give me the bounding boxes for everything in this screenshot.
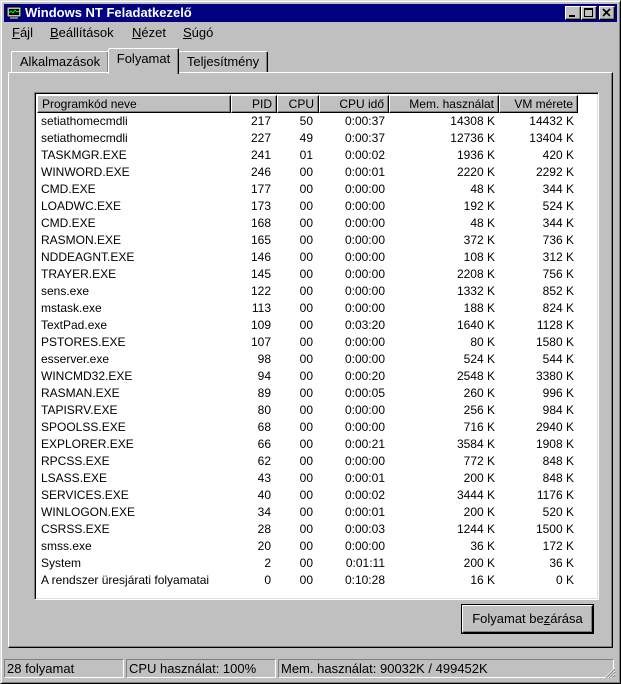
cell-image-name: PSTORES.EXE [41,335,126,349]
cell-mem-usage: 36 K [470,539,495,553]
end-process-button[interactable] [462,605,593,633]
cell-vm-size: 824 K [542,301,574,315]
menu-view[interactable] [132,25,166,40]
cell-image-name: System [41,556,82,570]
menu-view-accel: N [132,25,142,40]
cell-cpu: 50 [299,114,313,128]
cell-pid: 94 [257,369,271,383]
cell-image-name: NDDEAGNT.EXE [41,250,135,264]
cell-vm-size: 544 K [542,352,574,366]
cell-pid: 109 [250,318,271,332]
cell-cpu-time: 0:00:02 [344,148,385,162]
column-header-cpu[interactable]: CPU [277,95,319,113]
column-header-image-name[interactable]: Programkód neve [37,95,231,113]
cell-vm-size: 756 K [542,267,574,281]
table-row[interactable] [37,555,598,572]
cell-pid: 177 [250,182,271,196]
cell-cpu: 00 [299,403,313,417]
cell-pid: 68 [257,420,271,434]
cell-image-name: WINWORD.EXE [41,165,130,179]
cell-image-name: setiathomecmdli [41,131,128,145]
cell-vm-size: 1176 K [536,488,574,502]
cell-cpu: 00 [299,250,313,264]
end-process-accel: z [543,611,551,626]
cell-image-name: CMD.EXE [41,182,96,196]
cell-vm-size: 736 K [542,233,574,247]
cell-mem-usage: 3444 K [456,488,495,502]
cell-mem-usage: 2548 K [456,369,495,383]
cell-cpu: 00 [299,267,313,281]
cell-mem-usage: 200 K [463,556,495,570]
cell-cpu: 00 [299,352,313,366]
cell-cpu-time: 0:00:00 [344,352,385,366]
column-header-pid[interactable]: PID [231,95,277,113]
end-process-label-b: árása [550,611,583,626]
cell-pid: 0 [264,573,271,587]
cell-pid: 241 [250,148,271,162]
table-row[interactable] [37,283,598,300]
menu-help-label: úgó [191,25,214,40]
cell-mem-usage: 12736 K [450,131,495,145]
process-list-header [37,95,598,113]
processes-panel [8,72,613,648]
cell-pid: 227 [250,131,271,145]
resize-grip-icon[interactable] [604,667,616,679]
cell-vm-size: 984 K [542,403,574,417]
cell-vm-size: 996 K [542,386,574,400]
tab-processes[interactable]: Folyamat [108,48,179,74]
cell-image-name: smss.exe [41,539,92,553]
cell-vm-size: 13404 K [529,131,574,145]
cell-cpu-time: 0:00:37 [344,114,385,128]
cell-mem-usage: 524 K [463,352,495,366]
table-row[interactable] [37,487,598,504]
cell-cpu: 00 [299,386,313,400]
menu-settings-accel: B [50,25,59,40]
menu-settings[interactable] [50,25,114,40]
status-cpu-usage: CPU használat: 100% [126,659,276,678]
column-header-vm-size[interactable]: VM mérete [499,95,578,113]
table-row[interactable] [37,181,598,198]
cell-cpu: 01 [299,148,313,162]
tab-strip [1,47,621,73]
cell-cpu: 00 [299,335,313,349]
table-row[interactable] [37,504,598,521]
cell-vm-size: 312 K [542,250,574,264]
table-row[interactable] [37,453,598,470]
close-button[interactable] [599,6,615,20]
cell-mem-usage: 1936 K [456,148,495,162]
cell-mem-usage: 188 K [463,301,495,315]
cell-pid: 2 [264,556,271,570]
cell-pid: 168 [250,216,271,230]
cell-pid: 98 [257,352,271,366]
cell-cpu: 00 [299,488,313,502]
table-row[interactable] [37,232,598,249]
cell-pid: 28 [257,522,271,536]
cell-image-name: A rendszer üresjárati folyamatai [41,573,210,587]
cell-cpu-time: 0:00:00 [344,182,385,196]
cell-cpu-time: 0:00:00 [344,233,385,247]
cell-vm-size: 36 K [549,556,574,570]
cell-cpu: 00 [299,556,313,570]
table-row[interactable] [37,521,598,538]
cell-cpu: 00 [299,318,313,332]
cell-cpu: 00 [299,165,313,179]
cell-cpu-time: 0:00:01 [344,505,385,519]
cell-mem-usage: 200 K [463,471,495,485]
end-process-label-a: Folyamat be [472,611,544,626]
cell-vm-size: 172 K [542,539,574,553]
cell-cpu-time: 0:00:00 [344,250,385,264]
menu-help-accel: S [183,25,192,40]
cell-cpu: 00 [299,233,313,247]
maximize-button[interactable] [581,6,597,20]
cell-mem-usage: 2220 K [456,165,495,179]
table-row[interactable] [37,385,598,402]
cell-image-name: sens.exe [41,284,90,298]
menu-file-accel: F [12,25,20,40]
cell-cpu: 00 [299,471,313,485]
status-mem-usage: Mem. használat: 90032K / 499452K [278,659,614,678]
cell-mem-usage: 108 K [463,250,495,264]
cell-mem-usage: 256 K [463,403,495,417]
cell-mem-usage: 2208 K [456,267,495,281]
maximize-icon [584,8,594,18]
cell-mem-usage: 3584 K [456,437,495,451]
table-row[interactable] [37,300,598,317]
cell-cpu-time: 0:00:00 [344,454,385,468]
cell-cpu: 00 [299,420,313,434]
cell-cpu-time: 0:00:37 [344,131,385,145]
cell-vm-size: 852 K [542,284,574,298]
cell-cpu-time: 0:00:05 [344,386,385,400]
cell-pid: 146 [250,250,271,264]
cell-mem-usage: 772 K [463,454,495,468]
cell-vm-size: 848 K [542,454,574,468]
cell-cpu-time: 0:00:00 [344,267,385,281]
cell-cpu: 00 [299,369,313,383]
cell-vm-size: 0 K [555,573,574,587]
cell-vm-size: 344 K [542,182,574,196]
cell-cpu-time: 0:00:20 [344,369,385,383]
cell-cpu: 00 [299,284,313,298]
cell-vm-size: 1580 K [535,335,574,349]
cell-cpu-time: 0:00:00 [344,301,385,315]
cell-pid: 89 [257,386,271,400]
tab-applications[interactable]: Alkalmazások [11,51,109,73]
table-row[interactable] [37,538,598,555]
cell-mem-usage: 16 K [470,573,495,587]
cell-image-name: LSASS.EXE [41,471,108,485]
table-row[interactable] [37,402,598,419]
cell-cpu-time: 0:01:11 [345,556,385,570]
table-row[interactable] [37,436,598,453]
status-process-count: 28 folyamat [4,659,124,678]
cell-cpu: 00 [299,301,313,315]
menu-bar [4,23,617,41]
cell-pid: 145 [250,267,271,281]
cell-image-name: SERVICES.EXE [41,488,129,502]
cell-mem-usage: 80 K [470,335,495,349]
cell-image-name: RPCSS.EXE [41,454,110,468]
cell-mem-usage: 1332 K [456,284,495,298]
cell-image-name: EXPLORER.EXE [41,437,134,451]
cell-image-name: TASKMGR.EXE [41,148,127,162]
cell-cpu-time: 0:00:00 [344,199,385,213]
cell-image-name: setiathomecmdli [41,114,128,128]
column-header-mem-usage[interactable]: Mem. használat [389,95,499,113]
cell-cpu: 00 [299,454,313,468]
table-row[interactable] [37,334,598,351]
cell-vm-size: 2292 K [535,165,574,179]
cell-vm-size: 2940 K [535,420,574,434]
table-row[interactable] [37,419,598,436]
cell-pid: 62 [257,454,271,468]
cell-cpu: 00 [299,216,313,230]
cell-mem-usage: 14308 K [450,114,495,128]
table-row[interactable] [37,368,598,385]
cell-pid: 40 [257,488,271,502]
cell-pid: 107 [250,335,271,349]
tab-performance[interactable]: Teljesítmény [178,51,268,73]
cell-pid: 66 [257,437,271,451]
cell-image-name: WINLOGON.EXE [41,505,136,519]
menu-help[interactable] [183,25,213,40]
cell-mem-usage: 372 K [463,233,495,247]
cell-pid: 246 [250,165,271,179]
cell-cpu-time: 0:00:02 [344,488,385,502]
process-list[interactable] [34,92,599,600]
cell-mem-usage: 1244 K [456,522,495,536]
close-icon [602,8,612,18]
cell-pid: 34 [257,505,271,519]
cell-vm-size: 3380 K [535,369,574,383]
cell-vm-size: 1908 K [535,437,574,451]
taskmanager-icon[interactable] [6,5,22,21]
cell-pid: 165 [250,233,271,247]
table-row[interactable] [37,266,598,283]
cell-cpu-time: 0:00:00 [344,539,385,553]
cell-vm-size: 14432 K [529,114,574,128]
cell-pid: 113 [251,301,271,315]
cell-vm-size: 344 K [542,216,574,230]
cell-vm-size: 1500 K [535,522,574,536]
table-row[interactable] [37,147,598,164]
cell-image-name: mstask.exe [41,301,102,315]
cell-pid: 43 [257,471,271,485]
cell-vm-size: 420 K [542,148,574,162]
cell-vm-size: 848 K [542,471,574,485]
minimize-button[interactable] [565,6,581,20]
cell-cpu: 00 [299,522,313,536]
cell-vm-size: 1128 K [536,318,574,332]
cell-image-name: RASMAN.EXE [41,386,120,400]
cell-cpu-time: 0:10:28 [344,573,385,587]
cell-mem-usage: 200 K [463,505,495,519]
cell-cpu-time: 0:00:21 [344,437,385,451]
cell-mem-usage: 48 K [470,216,495,230]
cell-mem-usage: 192 K [463,199,495,213]
cell-cpu: 00 [299,505,313,519]
table-row[interactable] [37,317,598,334]
cell-mem-usage: 260 K [463,386,495,400]
cell-mem-usage: 48 K [470,182,495,196]
cell-pid: 217 [250,114,271,128]
menu-view-label: ézet [141,25,166,40]
table-row[interactable] [37,572,598,589]
table-row[interactable] [37,351,598,368]
cell-cpu-time: 0:00:00 [344,403,385,417]
cell-cpu-time: 0:00:03 [344,522,385,536]
menu-settings-label: eállítások [58,25,114,40]
cell-cpu-time: 0:00:00 [344,216,385,230]
cell-image-name: CSRSS.EXE [41,522,110,536]
cell-vm-size: 520 K [542,505,574,519]
cell-image-name: LOADWC.EXE [41,199,122,213]
cell-pid: 80 [257,403,271,417]
cell-pid: 173 [250,199,271,213]
title-bar[interactable] [4,4,617,22]
cell-pid: 122 [250,284,271,298]
menu-file-label: ájl [19,25,33,40]
cell-image-name: esserver.exe [41,352,110,366]
cell-cpu: 49 [299,131,313,145]
column-header-cpu-time[interactable]: CPU idő [319,95,389,113]
minimize-icon [568,8,578,18]
cell-cpu-time: 0:00:00 [344,284,385,298]
table-row[interactable] [37,198,598,215]
table-row[interactable] [37,470,598,487]
cell-cpu-time: 0:00:01 [344,471,385,485]
cell-cpu: 00 [299,539,313,553]
cell-image-name: SPOOLSS.EXE [41,420,126,434]
cell-image-name: TRAYER.EXE [41,267,117,281]
cell-cpu: 00 [299,199,313,213]
cell-cpu-time: 0:03:20 [344,318,385,332]
cell-pid: 20 [257,539,271,553]
cell-cpu: 00 [299,437,313,451]
cell-image-name: WINCMD32.EXE [41,369,133,383]
status-bar [4,658,617,680]
cell-mem-usage: 1640 K [456,318,495,332]
menu-file[interactable] [12,25,33,40]
table-row[interactable] [37,249,598,266]
table-row[interactable] [37,113,598,130]
cell-cpu: 00 [299,182,313,196]
cell-image-name: TAPISRV.EXE [41,403,118,417]
table-row[interactable] [37,164,598,181]
window-title: Windows NT Feladatkezelő [25,5,192,20]
table-row[interactable] [37,130,598,147]
cell-image-name: CMD.EXE [41,216,96,230]
table-row[interactable] [37,215,598,232]
cell-mem-usage: 716 K [463,420,495,434]
cell-image-name: RASMON.EXE [41,233,122,247]
cell-cpu-time: 0:00:00 [344,335,385,349]
cell-cpu-time: 0:00:00 [344,420,385,434]
cell-cpu: 00 [299,573,313,587]
cell-vm-size: 524 K [542,199,574,213]
cell-cpu-time: 0:00:01 [344,165,385,179]
cell-image-name: TextPad.exe [41,318,108,332]
